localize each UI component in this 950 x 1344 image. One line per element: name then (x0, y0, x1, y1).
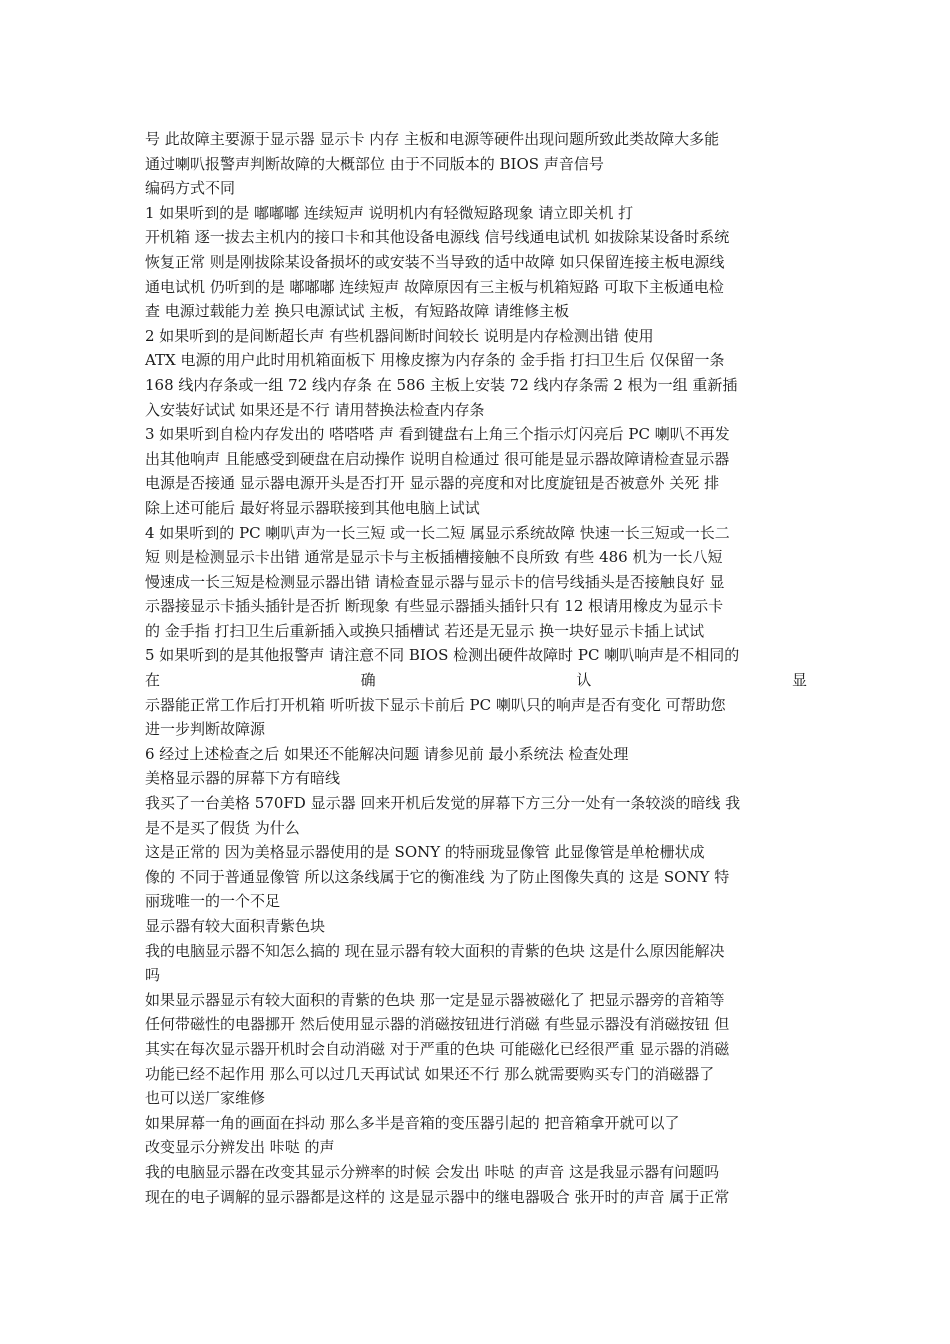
text-line: 进一步判断故障源 (145, 720, 266, 739)
text-line: 任何带磁性的电器挪开 然后使用显示器的消磁按钮进行消磁 有些显示器没有消磁按钮 但 (145, 1015, 730, 1034)
text-line: 显示器有较大面积青紫色块 (145, 917, 326, 935)
text-line: 是不是买了假货 为什么 (145, 818, 300, 837)
text-line: 4 如果听到的 PC 喇叭声为一长三短 或一长二短 属显示系统故障 快速一长三短或一长二 (145, 523, 730, 542)
text-line: 示器能正常工作后打开机箱 听听拔下显示卡前后 PC 喇叭只的响声是否有变化 可帮助您 (145, 695, 726, 714)
text-line: 出其他响声 且能感受到硬盘在启动操作 说明自检通过 很可能是显示器故障请检查显示器 (145, 449, 730, 468)
text-line: 开机箱 逐一拔去主机内的接口卡和其他设备电源线 信号线通电试机 如拔除某设备时系统 (145, 228, 730, 247)
text-line: 电源是否接通 显示器电源开头是否打开 显示器的亮度和对比度旋钮是否被意外 关死 排 (145, 474, 720, 493)
text-line: 改变显示分辨发出 咔哒 的声 (145, 1138, 335, 1157)
text-line: 短 则是检测显示卡出错 通常是显示卡与主板插槽接触不良所致 有些 486 机为一长八短 (145, 548, 723, 567)
text-line: 号 此故障主要源于显示器 显示卡 内存 主板和电源等硬件出现问题所致此类故障大多能 (145, 130, 720, 148)
text-line: 1 如果听到的是 嘟嘟嘟 连续短声 说明机内有轻微短路现象 请立即关机 打 (145, 203, 634, 222)
text-line: 我的电脑显示器不知怎么搞的 现在显示器有较大面积的青紫的色块 这是什么原因能解决 (145, 941, 725, 960)
text-line: 查 电源过载能力差 换只电源试试 主板，有短路故障 请维修主板 (145, 302, 570, 321)
text-line: 丽珑唯一的一个不足 (145, 892, 281, 911)
text-line: 慢速成一长三短是检测显示器出错 请检查显示器与显示卡的信号线插头是否接触良好 显 (145, 572, 725, 591)
text-line: 吗 (145, 966, 161, 985)
document-page (145, 127, 807, 1209)
text-line: 示器接显示卡插头插针是否折 断现象 有些显示器插头插针只有 12 根请用橡皮为显示卡 (145, 597, 724, 616)
paragraph-block-b (145, 693, 807, 1209)
text-line: 现在的电子调解的显示器都是这样的 这是显示器中的继电器吸合 张开时的声音 属于正常 (145, 1187, 730, 1206)
spread-char: 认 (576, 671, 592, 690)
text-line: ATX 电源的用户此时用机箱面板下 用橡皮擦为内存条的 金手指 打扫卫生后 仅保留一条 (145, 351, 725, 370)
spread-char: 在 (145, 671, 161, 690)
text-line: 2 如果听到的是间断超长声 有些机器间断时间较长 说明是内存检测出错 使用 (145, 326, 654, 345)
text-line: 也可以送厂家维修 (145, 1089, 266, 1108)
text-line: 功能已经不起作用 那么可以过几天再试试 如果还不行 那么就需要购买专门的消磁器了 (145, 1064, 715, 1083)
text-line: 编码方式不同 (145, 179, 236, 198)
text-line: 入安装好试试 如果还是不行 请用替换法检查内存条 (145, 400, 485, 419)
text-line: 我买了一台美格 570FD 显示器 回来开机后发觉的屏幕下方三分一处有一条较淡的暗线 我 (145, 794, 741, 813)
spread-char: 确 (360, 671, 376, 690)
paragraph-block-a (145, 127, 807, 668)
text-line: 如果显示器显示有较大面积的青紫的色块 那一定是显示器被磁化了 把显示器旁的音箱等 (145, 990, 725, 1009)
text-line: 6 经过上述检查之后 如果还不能解决问题 请参见前 最小系统法 检查处理 (145, 744, 629, 763)
text-line: 除上述可能后 最好将显示器联接到其他电脑上试试 (145, 498, 480, 517)
text-line: 如果屏幕一角的画面在抖动 那么多半是音箱的变压器引起的 把音箱拿开就可以了 (145, 1113, 680, 1132)
text-line: 其实在每次显示器开机时会自动消磁 对于严重的色块 可能磁化已经很严重 显示器的消磁 (145, 1039, 730, 1058)
text-line: 我的电脑显示器在改变其显示分辨率的时候 会发出 咔哒 的声音 这是我显示器有问题吗 (145, 1162, 720, 1181)
text-line: 这是正常的 因为美格显示器使用的是 SONY 的特丽珑显像管 此显像管是单枪栅状成 (145, 843, 705, 862)
text-line: 3 如果听到自检内存发出的 嗒嗒嗒 声 看到键盘右上角三个指示灯闪亮后 PC 喇叭不再发 (145, 425, 730, 444)
text-line: 美格显示器的屏幕下方有暗线 (145, 769, 341, 788)
spread-line (145, 668, 807, 693)
text-line: 恢复正常 则是刚拔除某设备损坏的或安装不当导致的适中故障 如只保留连接主板电源线 (145, 252, 725, 271)
text-line: 像的 不同于普通显像管 所以这条线属于它的衡准线 为了防止图像失真的 这是 SONY 特 (145, 867, 730, 886)
text-line: 通电试机 仍听到的是 嘟嘟嘟 连续短声 故障原因有三主板与机箱短路 可取下主板通电检 (145, 277, 724, 296)
text-line: 的 金手指 打扫卫生后重新插入或换只插槽试 若还是无显示 换一块好显示卡插上试试 (145, 621, 705, 640)
text-line: 168 线内存条或一组 72 线内存条 在 586 主板上安装 72 线内存条需 2 根为一组 重新插 (145, 375, 738, 394)
text-line: 5 如果听到的是其他报警声 请注意不同 BIOS 检测出硬件故障时 PC 喇叭响声是不相同的 (145, 646, 740, 665)
text-line: 通过喇叭报警声判断故障的大概部位 由于不同版本的 BIOS 声音信号 (145, 154, 604, 173)
spread-char: 显 (791, 671, 807, 690)
